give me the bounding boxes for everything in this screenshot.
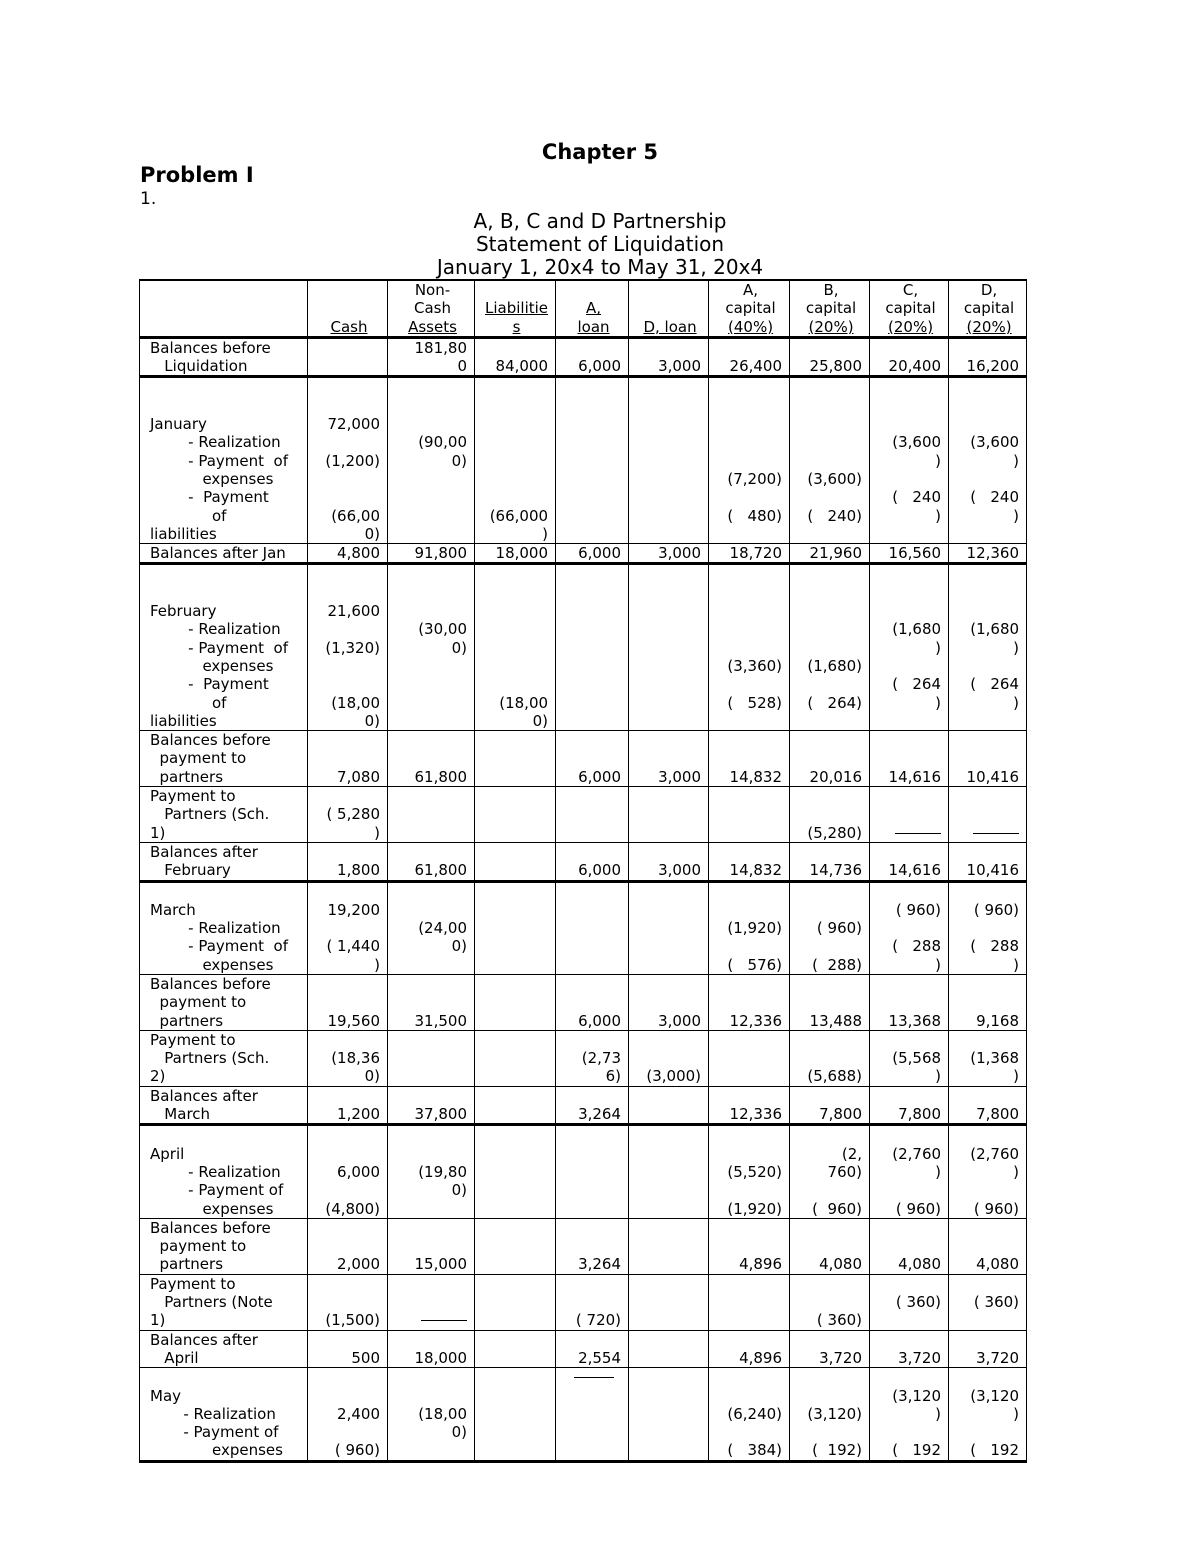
table-cell: 6,000 bbox=[556, 974, 629, 1030]
column-header bbox=[556, 280, 629, 337]
table-cell: 4,800 bbox=[308, 544, 388, 564]
table-cell: ( 5,280 ) bbox=[308, 787, 388, 843]
blank-rule bbox=[895, 833, 941, 834]
table-cell bbox=[475, 1330, 556, 1368]
table-row bbox=[140, 1086, 1027, 1125]
table-row bbox=[140, 1125, 1027, 1218]
table-cell: 2,554 bbox=[556, 1330, 629, 1368]
table-row bbox=[140, 731, 1027, 787]
table-cell: 14,832 bbox=[709, 842, 790, 881]
table-cell: 181,80 0 bbox=[388, 337, 475, 377]
table-cell: 19,200 ( 1,440 ) bbox=[308, 881, 388, 974]
table-cell: 18,720 bbox=[709, 544, 790, 564]
column-header-text: (40%) bbox=[728, 317, 774, 336]
table-cell: 7,800 bbox=[949, 1086, 1027, 1125]
table-cell: 1,800 bbox=[308, 842, 388, 881]
table-cell: (3,360) ( 528) bbox=[709, 564, 790, 731]
column-header-text: s bbox=[512, 317, 521, 336]
table-cell bbox=[949, 787, 1027, 843]
column-header bbox=[709, 280, 790, 337]
table-cell: 2,000 bbox=[308, 1218, 388, 1274]
column-header-text: Cash bbox=[414, 299, 451, 318]
row-label: Balances before payment to partners bbox=[140, 731, 308, 787]
table-cell: 18,000 bbox=[475, 544, 556, 564]
column-header-text: loan bbox=[577, 317, 610, 336]
table-row bbox=[140, 974, 1027, 1030]
table-cell: (1,680 ) ( 264 ) bbox=[949, 564, 1027, 731]
table-cell: (18,00 0) bbox=[475, 564, 556, 731]
table-cell bbox=[308, 337, 388, 377]
row-label: Payment to Partners (Note 1) bbox=[140, 1274, 308, 1330]
table-row bbox=[140, 1368, 1027, 1461]
table-cell: 14,616 bbox=[870, 842, 949, 881]
table-cell: 7,080 bbox=[308, 731, 388, 787]
column-header-text: (20%) bbox=[808, 317, 854, 336]
column-header-text: Cash bbox=[330, 317, 368, 336]
table-cell bbox=[475, 881, 556, 974]
table-cell: 2,400 ( 960) bbox=[308, 1368, 388, 1461]
table-cell: 21,960 bbox=[790, 544, 870, 564]
table-cell: 37,800 bbox=[388, 1086, 475, 1125]
blank-rule bbox=[421, 1320, 467, 1321]
table-cell: (6,240) ( 384) bbox=[709, 1368, 790, 1461]
table-cell: 61,800 bbox=[388, 731, 475, 787]
table-cell: 10,416 bbox=[949, 731, 1027, 787]
table-cell: (3,120) ( 192) bbox=[790, 1368, 870, 1461]
table-cell: (3,120 ) ( 192 bbox=[949, 1368, 1027, 1461]
table-cell: 18,000 bbox=[388, 1330, 475, 1368]
column-header-text: D, bbox=[980, 281, 998, 299]
table-cell: 12,360 bbox=[949, 544, 1027, 564]
table-cell bbox=[629, 377, 709, 544]
column-header-text: Assets bbox=[408, 317, 457, 336]
table-cell: 4,896 bbox=[709, 1218, 790, 1274]
table-cell bbox=[556, 1125, 629, 1218]
table-cell bbox=[629, 1274, 709, 1330]
column-header-text: (20%) bbox=[888, 317, 934, 336]
table-cell: 3,000 bbox=[629, 731, 709, 787]
header-row bbox=[140, 280, 1027, 337]
table-cell: ( 720) bbox=[556, 1274, 629, 1330]
statement-company: A, B, C and D Partnership bbox=[473, 209, 727, 233]
table-cell: (24,00 0) bbox=[388, 881, 475, 974]
table-cell: (3,600 ) ( 240 ) bbox=[949, 377, 1027, 544]
row-label: Balances before payment to partners bbox=[140, 974, 308, 1030]
table-cell bbox=[556, 787, 629, 843]
table-cell: 3,720 bbox=[949, 1330, 1027, 1368]
column-header-text: Non- bbox=[414, 281, 451, 299]
table-cell: 6,000 (4,800) bbox=[308, 1125, 388, 1218]
blank-rule bbox=[973, 833, 1019, 834]
column-header-text: D, loan bbox=[643, 317, 697, 336]
table-row bbox=[140, 787, 1027, 843]
table-cell: 61,800 bbox=[388, 842, 475, 881]
table-cell bbox=[475, 1030, 556, 1086]
table-cell: (1,500) bbox=[308, 1274, 388, 1330]
table-cell bbox=[475, 1274, 556, 1330]
table-cell: 14,616 bbox=[870, 731, 949, 787]
table-cell: 3,000 bbox=[629, 842, 709, 881]
table-cell: (18,36 0) bbox=[308, 1030, 388, 1086]
table-cell: (2, 760) ( 960) bbox=[790, 1125, 870, 1218]
table-cell: 7,800 bbox=[870, 1086, 949, 1125]
table-cell: 72,000 (1,200) (66,00 0) bbox=[308, 377, 388, 544]
table-cell: 3,000 bbox=[629, 974, 709, 1030]
table-cell bbox=[556, 377, 629, 544]
table-cell: 3,000 bbox=[629, 337, 709, 377]
table-cell: (2,760 ) ( 960) bbox=[949, 1125, 1027, 1218]
table-cell bbox=[556, 881, 629, 974]
column-header bbox=[629, 280, 709, 337]
table-cell: 4,080 bbox=[790, 1218, 870, 1274]
table-cell bbox=[388, 1030, 475, 1086]
row-label: Payment to Partners (Sch. 1) bbox=[140, 787, 308, 843]
table-row bbox=[140, 1274, 1027, 1330]
row-label: May - Realization - Payment of expenses bbox=[140, 1368, 308, 1461]
column-header-text: (20%) bbox=[966, 317, 1012, 336]
table-cell bbox=[870, 787, 949, 843]
table-cell bbox=[475, 731, 556, 787]
table-cell: (1,680 ) ( 264 ) bbox=[870, 564, 949, 731]
table-cell: 6,000 bbox=[556, 337, 629, 377]
table-cell: 6,000 bbox=[556, 842, 629, 881]
table-row bbox=[140, 842, 1027, 881]
table-cell: (30,00 0) bbox=[388, 564, 475, 731]
table-cell: 15,000 bbox=[388, 1218, 475, 1274]
row-label: Balances before Liquidation bbox=[140, 337, 308, 377]
table-cell: ( 360) bbox=[870, 1274, 949, 1330]
table-cell bbox=[475, 974, 556, 1030]
table-cell bbox=[475, 787, 556, 843]
table-cell bbox=[709, 1030, 790, 1086]
table-cell bbox=[475, 1368, 556, 1461]
table-cell: ( 360) bbox=[790, 1274, 870, 1330]
column-header bbox=[475, 280, 556, 337]
column-header-text: capital bbox=[805, 299, 857, 318]
table-cell: 20,400 bbox=[870, 337, 949, 377]
table-cell bbox=[709, 1274, 790, 1330]
table-cell: (19,80 0) bbox=[388, 1125, 475, 1218]
liquidation-table bbox=[139, 279, 1027, 1463]
column-header-text: C, bbox=[902, 281, 919, 299]
table-cell bbox=[556, 564, 629, 731]
table-cell: 6,000 bbox=[556, 731, 629, 787]
table-cell: (5,280) bbox=[790, 787, 870, 843]
table-cell: 1,200 bbox=[308, 1086, 388, 1125]
row-label: Balances after February bbox=[140, 842, 308, 881]
table-cell: (18,00 0) bbox=[388, 1368, 475, 1461]
table-cell bbox=[629, 564, 709, 731]
table-cell: ( 360) bbox=[949, 1274, 1027, 1330]
table-cell: (7,200) ( 480) bbox=[709, 377, 790, 544]
column-header-text: A, bbox=[743, 281, 759, 299]
row-label: Balances after April bbox=[140, 1330, 308, 1368]
column-header-text: capital bbox=[963, 299, 1015, 318]
column-header-text: capital bbox=[725, 299, 776, 318]
table-row bbox=[140, 337, 1027, 377]
row-label: January - Realization - Payment of expenses - Payment of liabilities bbox=[140, 377, 308, 544]
table-cell bbox=[556, 1368, 629, 1461]
row-label: Balances after March bbox=[140, 1086, 308, 1125]
table-cell: 12,336 bbox=[709, 1086, 790, 1125]
table-cell bbox=[388, 787, 475, 843]
table-cell: 14,832 bbox=[709, 731, 790, 787]
table-cell bbox=[629, 1218, 709, 1274]
table-cell: (1,680) ( 264) bbox=[790, 564, 870, 731]
table-cell: 10,416 bbox=[949, 842, 1027, 881]
table-cell: (3,600) ( 240) bbox=[790, 377, 870, 544]
table-cell bbox=[629, 1330, 709, 1368]
table-row bbox=[140, 1218, 1027, 1274]
column-header bbox=[388, 280, 475, 337]
table-cell: (5,520) (1,920) bbox=[709, 1125, 790, 1218]
table-cell: 4,896 bbox=[709, 1330, 790, 1368]
row-label: Balances before payment to partners bbox=[140, 1218, 308, 1274]
item-number: 1. bbox=[140, 189, 157, 209]
table-cell: ( 960) ( 288) bbox=[790, 881, 870, 974]
table-cell: (90,00 0) bbox=[388, 377, 475, 544]
table-cell: 6,000 bbox=[556, 544, 629, 564]
table-cell: 12,336 bbox=[709, 974, 790, 1030]
column-header bbox=[790, 280, 870, 337]
table-row bbox=[140, 881, 1027, 974]
row-label: April - Realization - Payment of expenses bbox=[140, 1125, 308, 1218]
table-cell: 21,600 (1,320) (18,00 0) bbox=[308, 564, 388, 731]
column-header bbox=[870, 280, 949, 337]
table-cell bbox=[629, 881, 709, 974]
table-cell: 91,800 bbox=[388, 544, 475, 564]
table-cell: 19,560 bbox=[308, 974, 388, 1030]
table-cell: 25,800 bbox=[790, 337, 870, 377]
table-cell: 3,000 bbox=[629, 544, 709, 564]
table-row bbox=[140, 1030, 1027, 1086]
column-header-text: B, bbox=[823, 281, 839, 299]
table-cell: 4,080 bbox=[949, 1218, 1027, 1274]
table-cell: 14,736 bbox=[790, 842, 870, 881]
header-blank bbox=[140, 280, 308, 337]
table-cell: (5,568 ) bbox=[870, 1030, 949, 1086]
blank-rule bbox=[574, 1377, 614, 1378]
table-row bbox=[140, 564, 1027, 731]
table-row bbox=[140, 544, 1027, 564]
table-cell: (3,120 ) ( 192 bbox=[870, 1368, 949, 1461]
row-label: March - Realization - Payment of expenses bbox=[140, 881, 308, 974]
table-cell: (3,000) bbox=[629, 1030, 709, 1086]
table-cell: 3,264 bbox=[556, 1218, 629, 1274]
table-cell bbox=[475, 1125, 556, 1218]
row-label: Balances after Jan bbox=[140, 544, 308, 564]
problem-heading: Problem I bbox=[140, 163, 254, 187]
table-cell: (66,000 ) bbox=[475, 377, 556, 544]
column-header bbox=[308, 280, 388, 337]
table-cell: 3,720 bbox=[870, 1330, 949, 1368]
table-cell: 13,368 bbox=[870, 974, 949, 1030]
table-cell: 3,720 bbox=[790, 1330, 870, 1368]
table-cell: 3,264 bbox=[556, 1086, 629, 1125]
table-cell: 4,080 bbox=[870, 1218, 949, 1274]
table-cell: (1,368 ) bbox=[949, 1030, 1027, 1086]
table-cell bbox=[475, 1086, 556, 1125]
column-header-text: Liabilitie bbox=[485, 299, 549, 318]
table-cell: 9,168 bbox=[949, 974, 1027, 1030]
table-cell: (2,760 ) ( 960) bbox=[870, 1125, 949, 1218]
column-header bbox=[949, 280, 1027, 337]
table-cell: 26,400 bbox=[709, 337, 790, 377]
statement-period: January 1, 20x4 to May 31, 20x4 bbox=[436, 255, 764, 279]
table-cell: 20,016 bbox=[790, 731, 870, 787]
table-cell bbox=[388, 1274, 475, 1330]
table-cell bbox=[629, 787, 709, 843]
table-cell bbox=[629, 1125, 709, 1218]
column-header-text: A, bbox=[586, 299, 602, 318]
table-cell bbox=[629, 1368, 709, 1461]
column-header-text: capital bbox=[885, 299, 936, 318]
table-cell: 84,000 bbox=[475, 337, 556, 377]
table-cell: ( 960) ( 288 ) bbox=[949, 881, 1027, 974]
table-cell bbox=[629, 1086, 709, 1125]
table-row bbox=[140, 1330, 1027, 1368]
table-cell bbox=[475, 1218, 556, 1274]
table-cell bbox=[475, 842, 556, 881]
table-cell: (2,73 6) bbox=[556, 1030, 629, 1086]
chapter-title: Chapter 5 bbox=[541, 140, 659, 164]
table-cell: 31,500 bbox=[388, 974, 475, 1030]
table-cell: 16,560 bbox=[870, 544, 949, 564]
table-cell bbox=[709, 787, 790, 843]
row-label: Payment to Partners (Sch. 2) bbox=[140, 1030, 308, 1086]
table-cell: 500 bbox=[308, 1330, 388, 1368]
table-cell: (5,688) bbox=[790, 1030, 870, 1086]
table-cell: 13,488 bbox=[790, 974, 870, 1030]
table-cell: (3,600 ) ( 240 ) bbox=[870, 377, 949, 544]
table-cell: 7,800 bbox=[790, 1086, 870, 1125]
statement-title: Statement of Liquidation bbox=[475, 232, 725, 256]
table-cell: 16,200 bbox=[949, 337, 1027, 377]
table-row bbox=[140, 377, 1027, 544]
table-cell: ( 960) ( 288 ) bbox=[870, 881, 949, 974]
row-label: February - Realization - Payment of expenses - Payment of liabilities bbox=[140, 564, 308, 731]
table-cell: (1,920) ( 576) bbox=[709, 881, 790, 974]
